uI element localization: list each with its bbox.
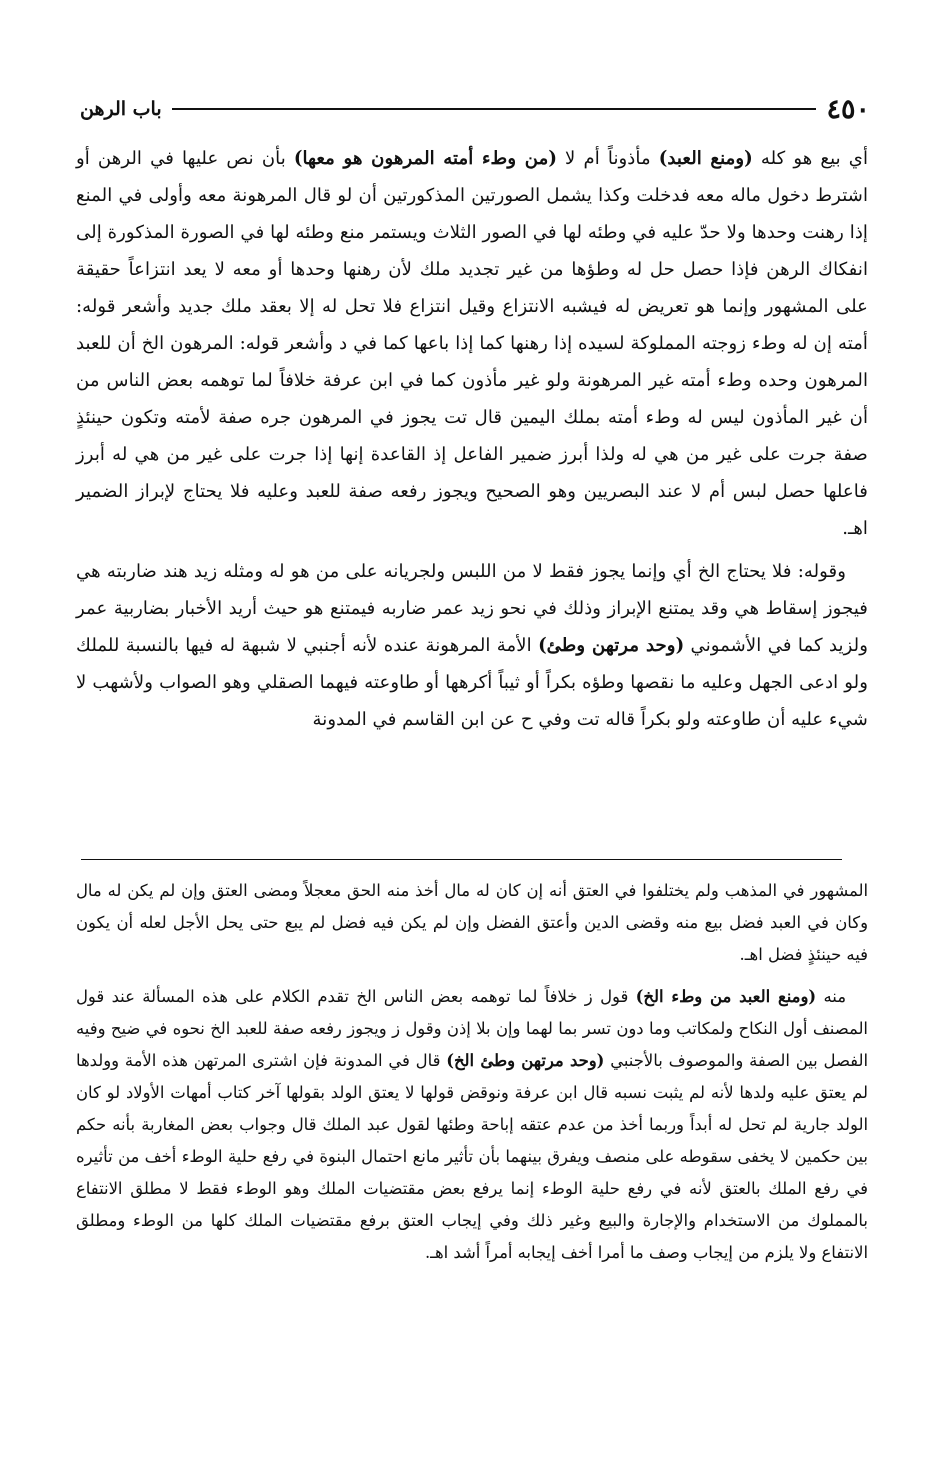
page-number: ٤٥٠ [826, 93, 870, 125]
main-text [76, 140, 868, 738]
text-run: مأذوناً أم لا [556, 148, 659, 169]
header-rule [172, 108, 817, 110]
main-paragraph-2 [76, 553, 868, 738]
text-run: منه [816, 987, 846, 1006]
chapter-title: باب الرهن [80, 98, 162, 120]
bold-lemma: (وحد مرتهن وطئ الخ) [446, 1051, 605, 1070]
text-run: قول ز خلافاً لما توهمه بعض الناس الخ تقدم الكلام على هذه المسألة عند قول المصنف أول النكاح ولمكاتب وما دون تسر بما لهما وإن بلا إذن وقول ز ويجوز رفعه صفة للعبد الخ نحوه في ضيح وفيه الفصل بين الصفة والموصوف بالأجنبي [76, 987, 869, 1070]
footnote-paragraph-1: المشهور في المذهب ولم يختلفوا في العتق أنه إن كان له مال أخذ منه الحق معجلاً ومضى العتق وإن لم يكن له مال وكان في العبد فضل بيع منه وقضى الدين وأعتق الفضل وإن لم يكن فيه فضل لم يبع حتى يحل الأجل لعله أن يكون فيه حينئذٍ فضل اهـ. [76, 881, 868, 964]
bold-lemma: (ومنع العبد من وطء الخ) [635, 987, 817, 1006]
text-run: قال في المدونة فإن اشترى المرتهن هذه الأمة وولدها لم يعتق عليه ولدها لأنه لم يثبت نسبه قال ابن عرفة ونوقض قولها لا يعتق الولد بقولها آخر كتاب أمهات الأولاد لو كان الولد جارية لم تحل له أبداً وربما أخذ من عدم عتقه إباحة وطئها لقول عبد الملك قال وجواب بعض المغاربة بأنه حكم بين حكمين لا يخفى سقوطه على منصف ويفرق بينهما بأن تأثير مانع احتمال البنوة في رفع حلية الوطء أخف من تأثيره في رفع الملك بالعتق لأنه في رفع حلية الوطء إنما يرفع بعض مقتضيات الملك وهو الوطء فقط لا مطلق الانتفاع بالمملوك من الاستخدام والإجارة والبيع وغير ذلك وفي إيجاب العتق برفع مقتضيات الملك كلها من الوطء ومطلق الانتفاع ولا يلزم من إيجاب وصف ما أمرا أخف إيجابه أمراً أشد اهـ. [76, 1051, 868, 1262]
bold-lemma: (من وطء أمته المرهون هو معها) [293, 148, 557, 169]
bold-lemma: (وحد مرتهن وطئ) [538, 635, 685, 656]
footnotes [76, 875, 868, 1269]
bold-lemma: (ومنع العبد) [658, 148, 753, 169]
footnote-separator [81, 859, 842, 860]
text-run: بأن نص عليها في الرهن أو اشترط دخول ماله معه فدخلت وكذا يشمل الصورتين المذكورتين أن لو قال المرهونة معه وأولى في المنع إذا رهنت وحدها ولا حدّ عليه في وطئه لها في الصور الثلاث ويستمر منع وطئه لها في الصورة المذكورة إلى انفكاك الرهن فإذا حصل حل له وطؤها من غير تجديد ملك لأن رهنها وحدها أو معه لا يعد انتزاعاً حقيقة على المشهور وإنما هو تعريض له فيشبه الانتزاع وقيل انتزاع فلا تحل له إلا بعقد ملك جديد وأشعر قوله: أمته إن له وطء زوجته المملوكة لسيده إذا رهنها كما إذا باعها كما في د وأشعر قوله: المرهون الخ أن للعبد المرهون وحده وطء أمته غير المرهونة ولو غير مأذون كما في ابن عرفة خلافاً لما توهمه بعض الناس من أن غير المأذون ليس له وطء أمته بملك اليمين قال تت يجوز في المرهون جره صفة لأمته وتكون حينئذٍ صفة جرت على غير من هي له ولذا أبرز ضمير الفاعل إذ القاعدة إنها إذا جرت على غير من هي له أبرز فاعلها حصل لبس أم لا عند البصريين وهو الصحيح ويجوز رفعه صفة للعبد وعليه فلا يحتاج لإبراز الضمير اهـ. [76, 148, 868, 539]
running-header [80, 93, 870, 125]
text-run: وقوله: فلا يحتاج الخ أي وإنما يجوز فقط لا من اللبس ولجريانه على من هو له ومثله زيد هند ضاربته هي فيجوز إسقاط هي وقد يمتنع الإبراز وذلك في نحو زيد عمر ضاربه فيمتنع هو حيث أريد الأخبار بضاربية عمر ولزيد كما في الأشموني [76, 561, 868, 656]
text-run: أي بيع هو كله [752, 148, 869, 169]
footnote-paragraph-2 [76, 981, 868, 1269]
main-paragraph-1 [76, 140, 868, 547]
text-run: الأمة المرهونة عنده لأنه أجنبي لا شبهة له فيها بالنسبة للملك ولو ادعى الجهل وعليه ما نقصها وطؤه بكراً أو ثيباً أكرهها أو طاوعته فيهما الصقلي وهو الصواب ولأشهب لا شيء عليه أن طاوعته ولو بكراً قاله تت وفي ح عن ابن القاسم في المدونة [76, 635, 868, 730]
